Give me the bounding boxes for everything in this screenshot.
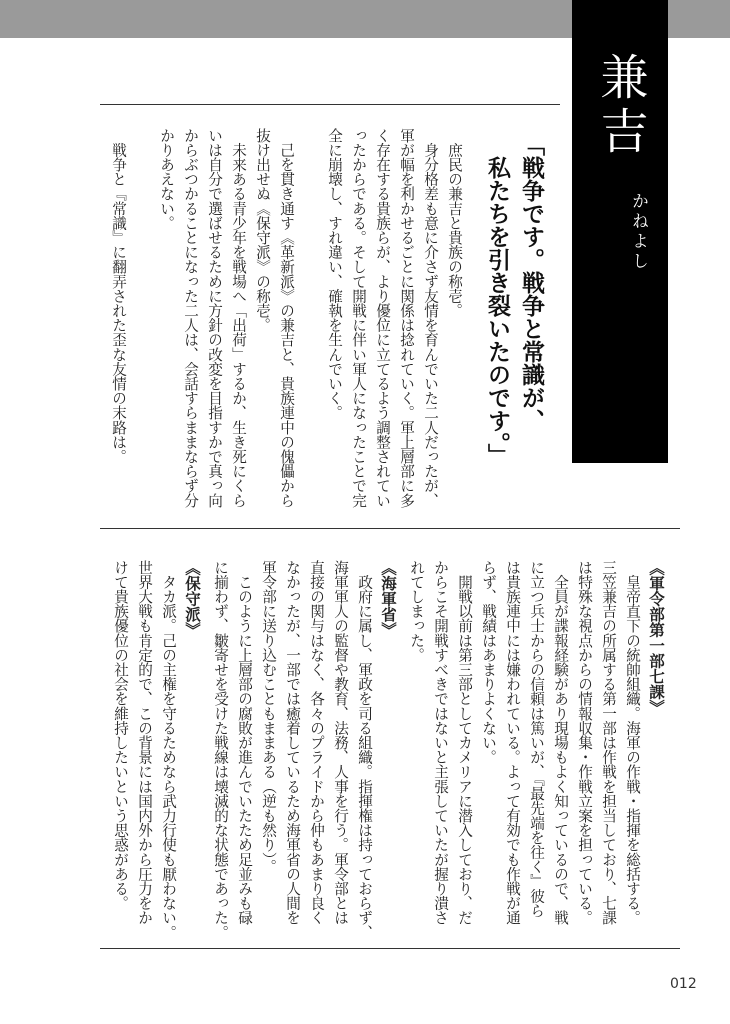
character-quote [480,133,548,467]
character-name: 兼吉 [592,52,648,160]
divider-middle [100,528,680,529]
glossary-line: 世界大戦も肯定的で、この背景には国内外から圧力をか [136,560,153,925]
intro-line: 身分格差も意に介さず友情を育んでいた二人だったが、 [422,128,439,508]
glossary-line: けて貴族優位の社会を維持したいという思惑がある。 [112,560,129,911]
glossary-line: タカ派。己の主権を守るためなら武力行使も厭わない。 [160,560,177,940]
glossary-line: は貴族連中には嫌われている。よって有効でも作戦が通 [504,560,521,925]
glossary-line: 皇帝直下の統帥組織。海軍の作戦・指揮を総括する。 [624,560,641,925]
glossary-line: 軍令部に送り込むこともままある（逆も然り）。 [260,560,277,874]
character-reading: かねよし [628,192,648,272]
intro-line: ったからである。そして開戦に伴い軍人になったことで完 [350,128,367,508]
divider-bottom [100,948,680,949]
intro-line: かりあえない。 [158,128,175,231]
intro-line: からぶつかることになった二人は、会話すらままならず分 [182,128,199,508]
intro-line: 全に崩壊し、すれ違い、確執を生んでいく。 [326,128,343,420]
glossary-heading: 《軍令部第一部七課》 [647,560,666,715]
glossary-text [108,560,668,940]
glossary-line: らず、戦績はあまりよくない。 [480,560,497,765]
intro-line: く存在する貴族らが、より優位に立てるよう調整されてい [374,128,391,508]
glossary-line: に揃わず、皺寄せを受けた戦線は壊滅的な状態であった。 [212,560,229,940]
intro-line: 庶民の兼吉と貴族の称壱。 [446,128,463,318]
glossary-line: 開戦以前は第三部としてカメリアに潜入しており、だ [456,560,473,925]
glossary-line: 三笠兼吉の所属する第一部は作戦を担当しており、七課 [600,560,617,925]
intro-line: 軍が幅を利かせるごとに関係は捻れていく。軍上層部に多 [398,128,415,508]
glossary-line: 直接の関与はなく、各々のプライドから仲もあまり良く [308,560,325,925]
glossary-line: からこそ開戦すべきではないと主張していたが握り潰さ [432,560,449,925]
intro-line: 抜け出せぬ《保守派》の称壱。 [254,128,271,333]
intro-line: 未来ある青少年を戦場へ「出荷」するか、生き死にくら [230,128,247,508]
quote-line: 「戦争です。戦争と常識が、 [518,133,545,432]
intro-text [106,128,466,508]
glossary-line: なかったが、一部では癒着しているため海軍省の人間を [284,560,301,925]
character-title-box [572,0,668,463]
page-number: 012 [670,976,697,992]
intro-line: 戦争と『常識』に翻弄された歪な友情の末路は。 [110,128,127,464]
quote-line: 私たちを引き裂いたのです。」 [484,133,511,467]
glossary-heading: 《保守派》 [183,560,202,638]
glossary-line: 全員が諜報経験があり現場もよく知っているので、戦 [552,560,569,925]
intro-line: いは自分で選ばせるために方針の改変を目指すかで真っ向 [206,128,223,508]
intro-line: 己を貫き通す《革新派》の兼吉と、貴族連中の傀儡から [278,128,295,508]
divider-top [100,104,560,105]
glossary-line: 海軍軍人の監督や教育、法務、人事を行う。軍令部とは [332,560,349,925]
glossary-line: は特殊な視点からの情報収集・作戦立案を担っている。 [576,560,593,925]
glossary-line: に立つ兵士からの信頼は篤いが、『最先端を往く』彼ら [528,560,545,918]
glossary-line: れてしまった。 [408,560,425,663]
glossary-line: このように上層部の腐敗が進んでいたため足並みも碌 [236,560,253,925]
glossary-line: 政府に属し、軍政を司る組織。指揮権は持っておらず、 [356,560,373,940]
glossary-heading: 《海軍省》 [379,560,398,638]
